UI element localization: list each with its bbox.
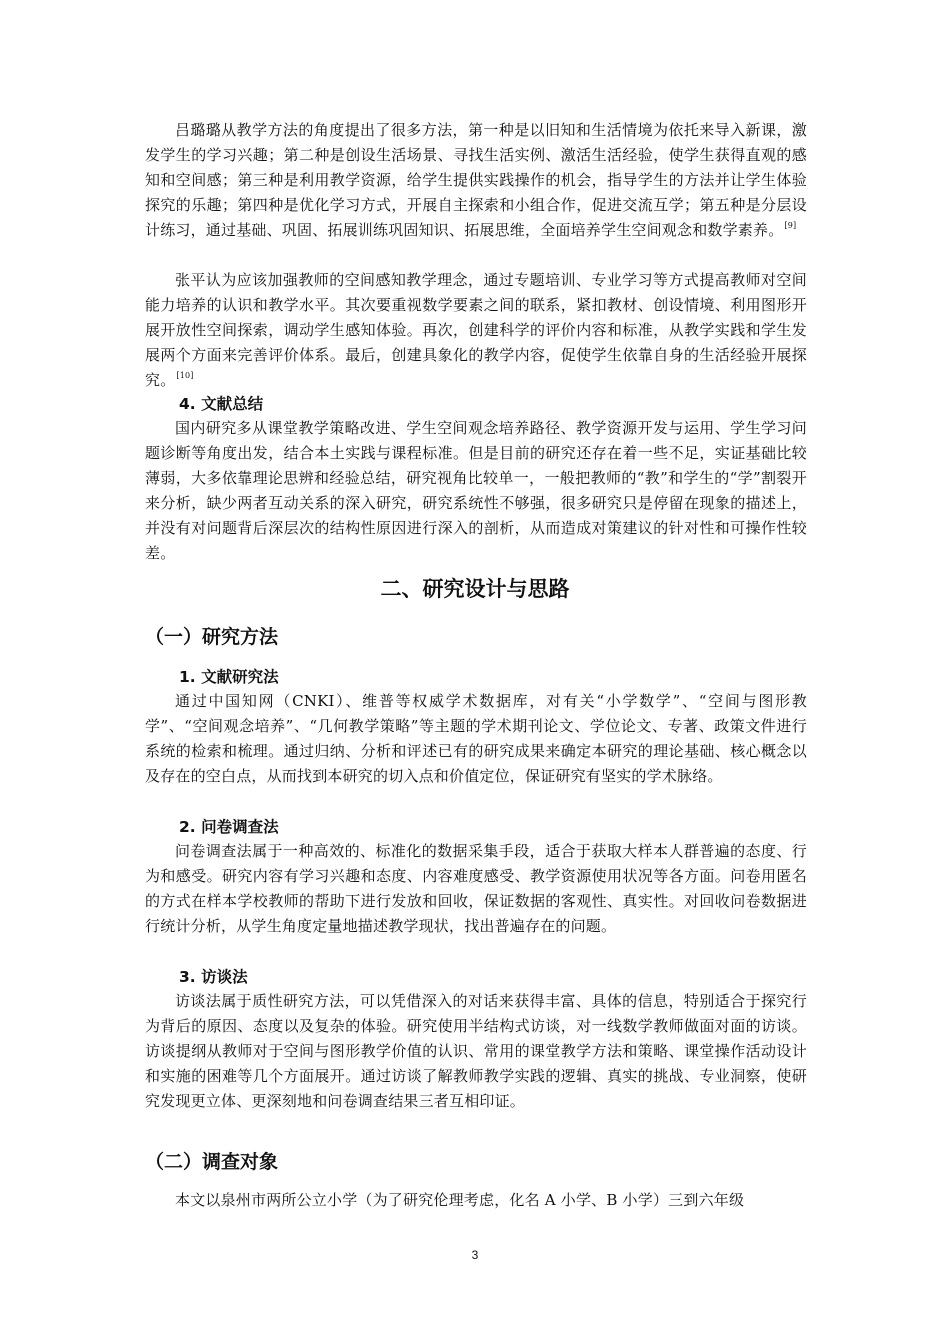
paragraph-literature-method: 通过中国知网（CNKI）、维普等权威学术数据库，对有关“小学数学”、“空间与图形教学”、“空间观念培养”、“几何教学策略”等主题的学术期刊论文、学位论文、专著、政策文件进行系统的检索和梳理。通过归纳、分析和评述已有的研究成果来确定本研究的理论基础、核心概念以及存在的空白点，从而找到本研究的切入点和价值定位，保证研究有坚实的学术脉络。 (145, 692, 807, 785)
section-title-research-design: 二、研究设计与思路 (380, 577, 570, 601)
paragraph-literature-summary: 国内研究多从课堂教学策略改进、学生空间观念培养路径、教学资源开发与运用、学生学习问题诊断等角度出发，结合本土实践与课程标准。但是目前的研究还存在着一些不足，实证基础比较薄弱，大多依靠理论思辨和经验总结，研究视角比较单一，一般把教师的“教”和学生的“学”割裂开来分析，缺少两者互动关系的深入研究，研究系统性不够强，很多研究只是停留在现象的描述上，并没有对问题背后深层次的结构性原因进行深入的剖析，从而造成对策建议的针对性和可操作性较差。 (145, 419, 807, 562)
heading-survey-subjects: （二）调查对象 (145, 1151, 279, 1173)
heading-literature-summary: 4. 文献总结 (179, 395, 264, 413)
heading-literature-method: 1. 文献研究法 (179, 668, 279, 686)
paragraph-questionnaire-method: 问卷调查法属于一种高效的、标准化的数据采集手段，适合于获取大样本人群普遍的态度、行为和感受。研究内容有学习兴趣和态度、内容难度感受、教学资源使用状况等各方面。问卷用匿名的方式在样本学校教师的帮助下进行发放和回收，保证数据的客观性、真实性。对回收问卷数据进行统计分析，从学生角度定量地描述教学现状，找出普遍存在的问题。 (145, 842, 807, 935)
paragraph-text: 张平认为应该加强教师的空间感知教学理念，通过专题培训、专业学习等方式提高教师对空间能力培养的认识和教学水平。其次要重视数学要素之间的联系，紧扣教材、创设情境、利用图形开展开放性空间探索，调动学生感知体验。再次，创建科学的评价内容和标准，从教学实践和学生发展两个方面来完善评价体系。最后，创建具象化的教学内容，促使学生依靠自身的生活经验开展探究。 (145, 271, 807, 389)
heading-interview-method: 3. 访谈法 (179, 968, 248, 986)
paragraph-zhang-ping (145, 268, 807, 393)
paragraph-lv-lulu-methods (145, 118, 807, 243)
page-number: 3 (471, 1248, 479, 1262)
citation-ref: [9] (784, 221, 797, 230)
heading-research-methods: （一）研究方法 (145, 626, 279, 648)
citation-ref: [10] (176, 371, 194, 380)
heading-questionnaire-method: 2. 问卷调查法 (179, 818, 279, 836)
paragraph-interview-method: 访谈法属于质性研究方法，可以凭借深入的对话来获得丰富、具体的信息，特别适合于探究行为背后的原因、态度以及复杂的体验。研究使用半结构式访谈，对一线数学教师做面对面的访谈。访谈提纲从教师对于空间与图形教学价值的认识、常用的课堂教学方法和策略、课堂操作活动设计和实施的困难等几个方面展开。通过访谈了解教师教学实践的逻辑、真实的挑战、专业洞察，使研究发现更立体、更深刻地和问卷调查结果三者互相印证。 (145, 992, 807, 1110)
paragraph-survey-subjects: 本文以泉州市两所公立小学（为了研究伦理考虑，化名 A 小学、B 小学）三到六年级 (175, 1191, 745, 1209)
paragraph-text: 吕璐璐从教学方法的角度提出了很多方法，第一种是以旧知和生活情境为依托来导入新课，激发学生的学习兴趣；第二种是创设生活场景、寻找生活实例、激活生活经验，使学生获得直观的感知和空间感；第三种是利用教学资源，给学生提供实践操作的机会，指导学生的方法并让学生体验探究的乐趣；第四种是优化学习方式，开展自主探索和小组合作，促进交流互学；第五种是分层设计练习，通过基础、巩固、拓展训练巩固知识、拓展思维，全面培养学生空间观念和数学素养。 (145, 121, 807, 239)
